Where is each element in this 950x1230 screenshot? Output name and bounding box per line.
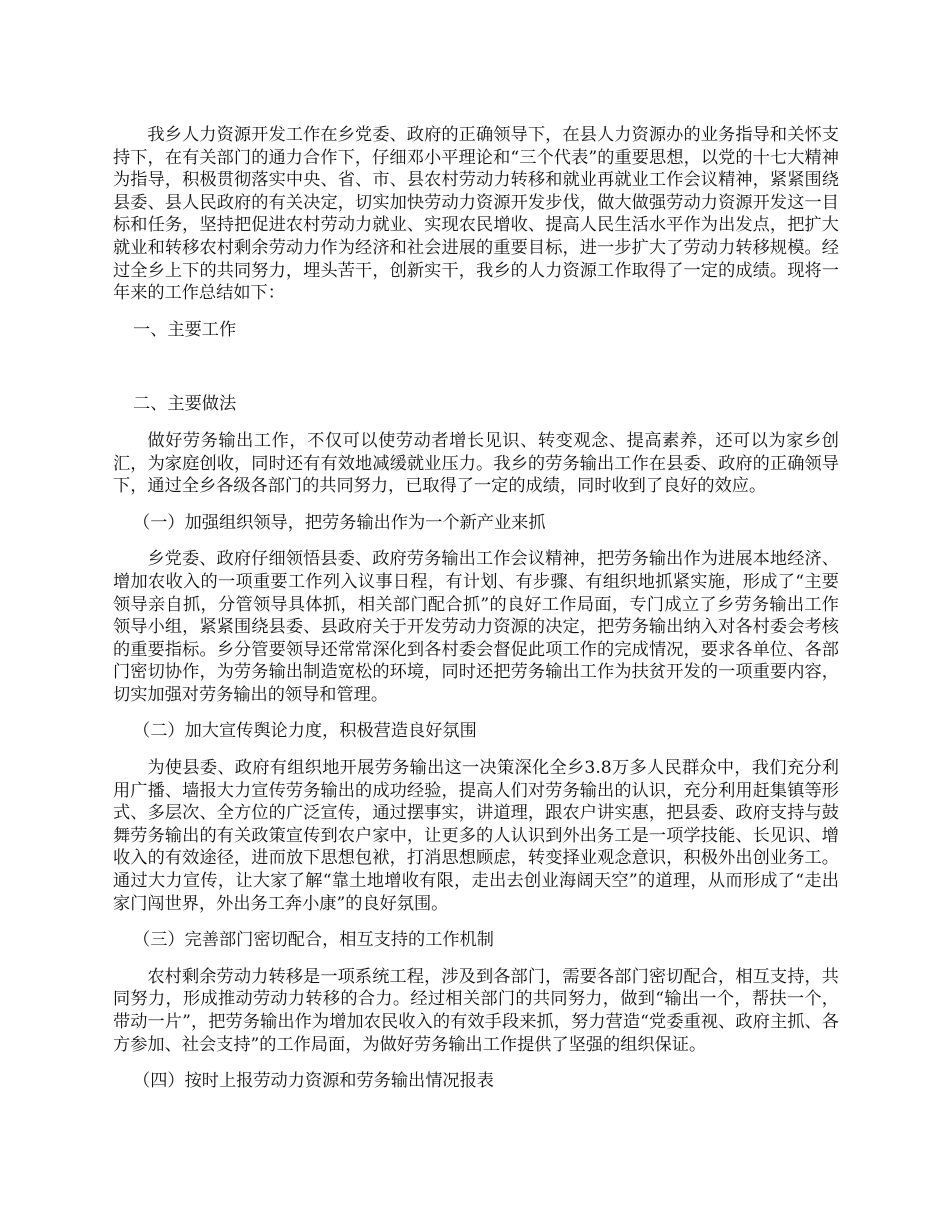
document-body bbox=[113, 124, 839, 1093]
subsection-paragraph-2: 为使县委、政府有组织地开展劳务输出这一决策深化全乡3.8万多人民群众中，我们充分利用广播、墙报大力宣传劳务输出的成功经验，提高人们对劳务输出的认识，充分利用赶集镇等形式、多层次、全方位的广泛宣传，通过摆事实，讲道理，跟农户讲实惠，把县委、政府支持与鼓舞劳务输出的有关政策宣传到农户家中，让更多的人认识到外出务工是一项学技能、长见识、增收入的有效途径，进而放下思想包袱，打消思想顾虑，转变择业观念意识，积极外出创业务工。通过大力宣传，让大家了解“靠土地增收有限，走出去创业海阔天空”的道理，从而形成了“走出家门闯世界，外出务工奔小康”的良好氛围。 bbox=[113, 758, 839, 914]
section-heading-main-work: 一、主要工作 bbox=[133, 319, 237, 340]
subsection-heading-4: （四）按时上报劳动力资源和劳务输出情况报表 bbox=[133, 1071, 494, 1092]
section-heading-main-methods: 二、主要做法 bbox=[133, 394, 237, 415]
subsection-heading-3: （三）完善部门密切配合，相互支持的工作机制 bbox=[133, 930, 494, 951]
labor-export-paragraph: 做好劳务输出工作，不仅可以使劳动者增长见识、转变观念、提高素养，还可以为家乡创汇，为家庭创收，同时还有有效地减缓就业压力。我乡的劳务输出工作在县委、政府的正确领导下，通过全乡各级各部门的共同努力，已取得了一定的成绩，同时收到了良好的效应。 bbox=[113, 430, 839, 497]
intro-paragraph: 我乡人力资源开发工作在乡党委、政府的正确领导下，在县人力资源办的业务指导和关怀支持下，在有关部门的通力合作下，仔细邓小平理论和“三个代表”的重要思想，以党的十七大精神为指导，积极贯彻落实中央、省、市、县农村劳动力转移和就业再就业工作会议精神，紧紧围绕县委、县人民政府的有关决定，切实加快劳动力资源开发步伐，做大做强劳动力资源开发这一目标和任务，坚持把促进农村劳动力就业、实现农民增收、提高人民生活水平作为出发点，把扩大就业和转移农村剩余劳动力作为经济和社会进展的重要目标，进一步扩大了劳动力转移规模。经过全乡上下的共同努力，埋头苦干，创新实干，我乡的人力资源工作取得了一定的成绩。现将一年来的工作总结如下： bbox=[113, 125, 839, 304]
subsection-paragraph-3: 农村剩余劳动力转移是一项系统工程，涉及到各部门，需要各部门密切配合，相互支持，共同努力，形成推动劳动力转移的合力。经过相关部门的共同努力，做到“输出一个，帮扶一个，带动一片”，把劳务输出作为增加农民收入的有效手段来抓，努力营造“党委重视、政府主抓、各方参加、社会支持”的工作局面，为做好劳务输出工作提供了坚强的组织保证。 bbox=[113, 966, 839, 1055]
subsection-heading-1: （一）加强组织领导，把劳务输出作为一个新产业来抓 bbox=[133, 512, 546, 533]
subsection-paragraph-1: 乡党委、政府仔细领悟县委、政府劳务输出工作会议精神，把劳务输出作为进展本地经济、增加农收入的一项重要工作列入议事日程，有计划、有步骤、有组织地抓紧实施，形成了“主要领导亲自抓，分管领导具体抓，相关部门配合抓”的良好工作局面，专门成立了乡劳务输出工作领导小组，紧紧围绕县委、县政府关于开发劳动力资源的决定，把劳务输出纳入对各村委会考核的重要指标。乡分管要领导还常常深化到各村委会督促此项工作的完成情况，要求各单位、各部门密切协作，为劳务输出制造宽松的环境，同时还把劳务输出工作为扶贫开发的一项重要内容，切实加强对劳务输出的领导和管理。 bbox=[113, 549, 839, 705]
subsection-heading-2: （二）加大宣传舆论力度，积极营造良好氛围 bbox=[133, 721, 477, 742]
